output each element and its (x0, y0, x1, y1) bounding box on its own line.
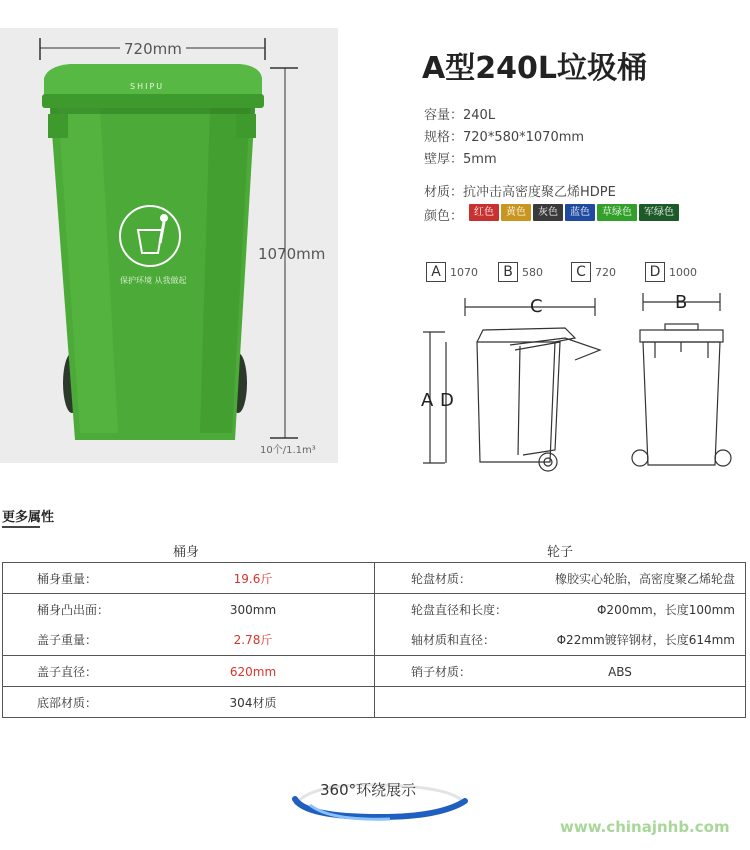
spec-value: 720*580*1070mm (463, 130, 585, 145)
dim-code-b (498, 262, 543, 282)
table-cell (375, 687, 746, 718)
slogan: 保护环境 从我做起 (120, 276, 187, 285)
diagram-label-d: D (440, 390, 454, 411)
prop-label: 盖子直径： (37, 664, 98, 679)
spec-key: 规格： (424, 130, 464, 145)
prop-value: 620mm (229, 664, 277, 679)
table-row (3, 656, 746, 687)
spec-size (424, 126, 584, 145)
prop-label: 桶身凸出面： (37, 602, 110, 617)
table-cell (375, 656, 746, 687)
table-cell (375, 625, 746, 656)
prop-value: Φ200mm，长度100mm (596, 602, 735, 617)
dim-letter: A (426, 262, 446, 282)
properties-underline (2, 526, 40, 528)
spec-key: 容量： (424, 108, 464, 123)
dimension-diagram (415, 290, 735, 475)
prop-value: 300mm (229, 602, 277, 617)
spec-key: 颜色： (424, 209, 464, 224)
dim-value: 720 (595, 265, 616, 279)
spec-capacity (424, 104, 495, 123)
color-chip-red[interactable]: 红色 (469, 204, 499, 221)
spec-key: 材质： (424, 185, 464, 200)
dim-value: 1000 (669, 265, 697, 279)
color-chip-army-green[interactable]: 军绿色 (639, 204, 679, 221)
dim-code-a (426, 262, 478, 282)
table-cell (3, 563, 375, 594)
prop-value: 橡胶实心轮胎，高密度聚乙烯轮盘 (554, 571, 735, 586)
height-label: 1070mm (258, 245, 326, 263)
prop-label: 底部材质： (37, 695, 98, 710)
color-chip-grass-green[interactable]: 草绿色 (597, 204, 637, 221)
prop-label: 轮盘直径和长度： (411, 602, 508, 617)
diagram-label-c: C (530, 296, 543, 317)
table-row (3, 625, 746, 656)
dim-code-d (645, 262, 697, 282)
prop-value: Φ22mm镀锌钢材，长度614mm (556, 633, 735, 648)
prop-value: 304材质 (229, 695, 277, 710)
packing-note: 10个/1.1m³ (260, 445, 316, 456)
color-options (469, 204, 679, 221)
spec-value: 240L (463, 108, 496, 123)
table-cell (375, 594, 746, 625)
color-chip-blue[interactable]: 蓝色 (565, 204, 595, 221)
properties-title: 更多属性 (2, 510, 55, 525)
table-cell (375, 563, 746, 594)
prop-label: 桶身重量： (37, 571, 98, 586)
dim-letter: B (498, 262, 518, 282)
color-chip-gray[interactable]: 灰色 (533, 204, 563, 221)
table-row (3, 563, 746, 594)
table-cell (3, 625, 375, 656)
table-row (3, 687, 746, 718)
section-wheel-title: 轮子 (547, 545, 574, 560)
spec-color (424, 205, 463, 224)
diagram-label-a: A (421, 390, 434, 411)
prop-label: 盖子重量： (37, 633, 98, 648)
product-photo (0, 28, 338, 463)
dim-letter: D (645, 262, 665, 282)
dim-value: 1070 (450, 265, 478, 279)
prop-label: 轮盘材质： (411, 571, 472, 586)
dim-value: 580 (522, 265, 543, 279)
spec-material (424, 181, 616, 200)
prop-value: 2.78斤 (233, 633, 273, 648)
dim-code-c (571, 262, 616, 282)
watermark: www.chinajnhb.com (560, 818, 730, 836)
brand-mark: SHIPU (130, 82, 165, 91)
spec-key: 壁厚： (424, 152, 464, 167)
color-chip-yellow[interactable]: 黄色 (501, 204, 531, 221)
prop-value: ABS (608, 664, 632, 679)
table-cell (3, 656, 375, 687)
spec-thickness (424, 148, 497, 167)
width-label: 720mm (120, 40, 186, 58)
table-cell (3, 594, 375, 625)
prop-value: 19.6斤 (233, 571, 273, 586)
table-row (3, 594, 746, 625)
dim-letter: C (571, 262, 591, 282)
spec-value: 5mm (463, 152, 497, 167)
table-cell (3, 687, 375, 718)
diagram-label-b: B (675, 292, 688, 313)
properties-table (2, 562, 746, 718)
rotate-view-label[interactable]: 360°环绕展示 (320, 781, 417, 799)
prop-label: 销子材质： (411, 664, 472, 679)
spec-value: 抗冲击高密度聚乙烯HDPE (463, 185, 616, 200)
prop-label: 轴材质和直径： (411, 633, 496, 648)
section-body-title: 桶身 (173, 545, 200, 560)
product-title: A型240L垃圾桶 (422, 51, 647, 86)
